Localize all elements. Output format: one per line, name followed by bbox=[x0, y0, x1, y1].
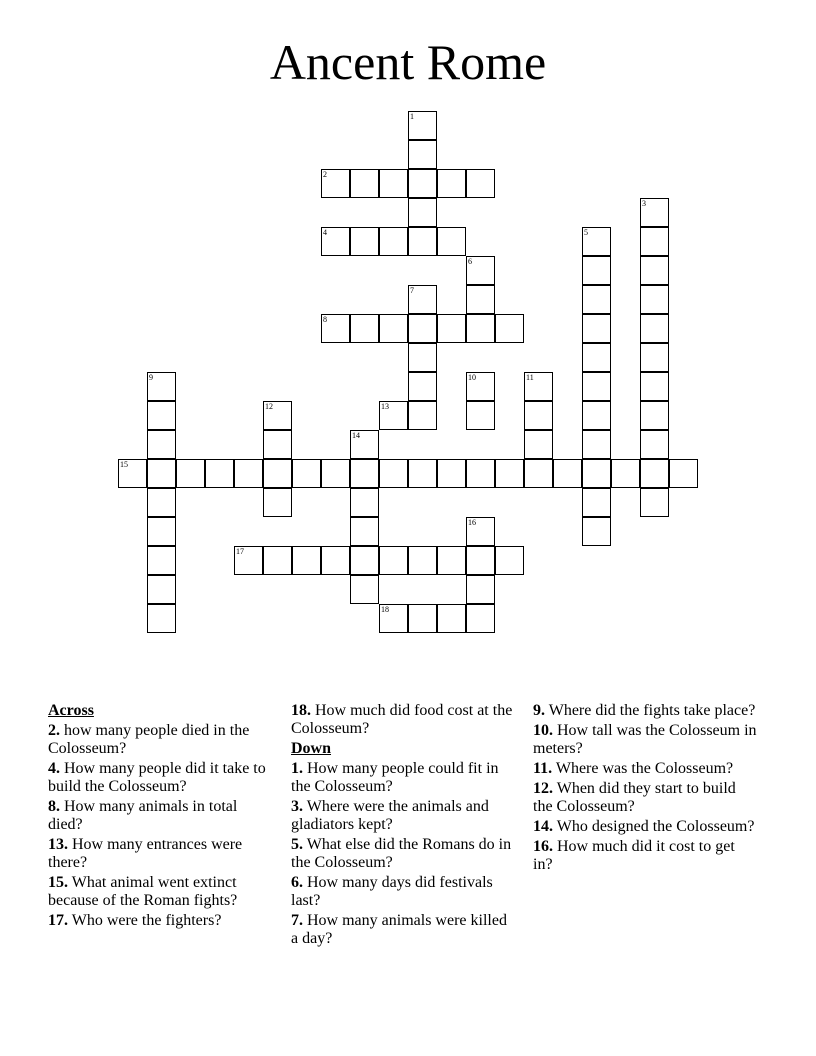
across-heading: Across bbox=[48, 702, 94, 719]
grid-cell[interactable] bbox=[147, 604, 176, 633]
clue-down-9: 9. Where did the fights take place? bbox=[533, 702, 756, 719]
grid-cell[interactable] bbox=[611, 459, 640, 488]
grid-cell[interactable] bbox=[466, 285, 495, 314]
grid-cell[interactable] bbox=[640, 488, 669, 517]
grid-cell[interactable] bbox=[408, 459, 437, 488]
grid-cell[interactable] bbox=[408, 169, 437, 198]
grid-cell[interactable] bbox=[640, 314, 669, 343]
grid-cell[interactable] bbox=[466, 575, 495, 604]
grid-cell[interactable] bbox=[669, 459, 698, 488]
grid-cell[interactable] bbox=[147, 401, 176, 430]
grid-cell[interactable] bbox=[640, 343, 669, 372]
grid-cell[interactable] bbox=[408, 343, 437, 372]
cell-number: 12 bbox=[265, 402, 273, 411]
cell-number: 18 bbox=[381, 605, 389, 614]
down-heading: Down bbox=[291, 740, 332, 757]
grid-cell[interactable] bbox=[234, 459, 263, 488]
grid-cell[interactable] bbox=[147, 517, 176, 546]
grid-cell[interactable] bbox=[466, 517, 495, 546]
grid-cell[interactable] bbox=[582, 372, 611, 401]
clue-column-1 bbox=[48, 702, 273, 932]
grid-cell[interactable] bbox=[350, 314, 379, 343]
cell-number: 15 bbox=[120, 460, 128, 469]
grid-cell[interactable] bbox=[408, 546, 437, 575]
grid-cell[interactable] bbox=[640, 459, 669, 488]
grid-cell[interactable] bbox=[263, 488, 292, 517]
cell-number: 9 bbox=[149, 373, 153, 382]
clue-across-4: 4. How many people did it take to build the Colosseum? bbox=[48, 760, 266, 795]
grid-cell[interactable] bbox=[408, 314, 437, 343]
cell-number: 4 bbox=[323, 228, 327, 237]
grid-cell[interactable] bbox=[350, 169, 379, 198]
cell-number: 11 bbox=[526, 373, 534, 382]
grid-cell[interactable] bbox=[321, 314, 350, 343]
clue-down-7: 7. How many animals were killed a day? bbox=[291, 912, 507, 947]
grid-cell[interactable] bbox=[379, 169, 408, 198]
grid-cell[interactable] bbox=[292, 459, 321, 488]
grid-cell[interactable] bbox=[350, 430, 379, 459]
grid-cell[interactable] bbox=[147, 488, 176, 517]
grid-cell[interactable] bbox=[437, 604, 466, 633]
cell-number: 6 bbox=[468, 257, 472, 266]
clue-down-5: 5. What else did the Romans do in the Colosseum? bbox=[291, 836, 512, 871]
grid-cell[interactable] bbox=[379, 604, 408, 633]
grid-cell[interactable] bbox=[321, 459, 350, 488]
cell-number: 14 bbox=[352, 431, 360, 440]
grid-cell[interactable] bbox=[524, 430, 553, 459]
grid-cell[interactable] bbox=[350, 517, 379, 546]
grid-cell[interactable] bbox=[350, 227, 379, 256]
grid-cell[interactable] bbox=[321, 169, 350, 198]
grid-cell[interactable] bbox=[582, 459, 611, 488]
clue-across-15: 15. What animal went extinct because of the Roman fights? bbox=[48, 874, 238, 909]
grid-cell[interactable] bbox=[640, 285, 669, 314]
grid-cell[interactable] bbox=[524, 459, 553, 488]
cell-number: 10 bbox=[468, 373, 476, 382]
cell-number: 17 bbox=[236, 547, 244, 556]
grid-cell[interactable] bbox=[524, 401, 553, 430]
grid-cell[interactable] bbox=[263, 459, 292, 488]
clue-across-18: 18. How much did food cost at the Colosseum? bbox=[291, 702, 513, 737]
grid-cell[interactable] bbox=[263, 430, 292, 459]
grid-cell[interactable] bbox=[582, 488, 611, 517]
clue-down-16: 16. How much did it cost to get in? bbox=[533, 838, 735, 873]
clue-column-2 bbox=[291, 702, 516, 950]
clue-down-3: 3. Where were the animals and gladiators kept? bbox=[291, 798, 489, 833]
grid-cell[interactable] bbox=[466, 546, 495, 575]
cell-number: 1 bbox=[410, 112, 414, 121]
grid-cell[interactable] bbox=[582, 343, 611, 372]
grid-cell[interactable] bbox=[379, 401, 408, 430]
grid-cell[interactable] bbox=[321, 546, 350, 575]
cell-number: 3 bbox=[642, 199, 646, 208]
cell-number: 7 bbox=[410, 286, 414, 295]
grid-cell[interactable] bbox=[466, 401, 495, 430]
grid-cell[interactable] bbox=[640, 401, 669, 430]
grid-cell[interactable] bbox=[582, 430, 611, 459]
page-title: Ancent Rome bbox=[269, 34, 547, 90]
clue-across-8: 8. How many animals in total died? bbox=[48, 798, 238, 833]
grid-cell[interactable] bbox=[582, 256, 611, 285]
grid-cell[interactable] bbox=[640, 198, 669, 227]
grid-cell[interactable] bbox=[640, 430, 669, 459]
grid-cell[interactable] bbox=[640, 256, 669, 285]
grid-cell[interactable] bbox=[408, 140, 437, 169]
grid-cell[interactable] bbox=[640, 227, 669, 256]
grid-cell[interactable] bbox=[205, 459, 234, 488]
clue-down-12: 12. When did they start to build the Colosseum? bbox=[533, 780, 736, 815]
grid-cell[interactable] bbox=[147, 372, 176, 401]
clue-down-10: 10. How tall was the Colosseum in meters? bbox=[533, 722, 757, 757]
clue-across-13: 13. How many entrances were there? bbox=[48, 836, 243, 871]
grid-cell[interactable] bbox=[495, 546, 524, 575]
grid-cell[interactable] bbox=[582, 285, 611, 314]
grid-cell[interactable] bbox=[408, 285, 437, 314]
grid-cell[interactable] bbox=[234, 546, 263, 575]
grid-cell[interactable] bbox=[147, 546, 176, 575]
grid-cell[interactable] bbox=[466, 604, 495, 633]
grid-cell[interactable] bbox=[582, 517, 611, 546]
grid-cell[interactable] bbox=[408, 198, 437, 227]
grid-cell[interactable] bbox=[640, 372, 669, 401]
grid-cell[interactable] bbox=[408, 227, 437, 256]
grid-cell[interactable] bbox=[321, 227, 350, 256]
grid-cell[interactable] bbox=[495, 459, 524, 488]
grid-cell[interactable] bbox=[147, 430, 176, 459]
clue-across-2: 2. how many people died in the Colosseum? bbox=[48, 722, 250, 757]
grid-cell[interactable] bbox=[379, 227, 408, 256]
grid-cell[interactable] bbox=[118, 459, 147, 488]
grid-cell[interactable] bbox=[408, 111, 437, 140]
cell-number: 16 bbox=[468, 518, 476, 527]
grid-cell[interactable] bbox=[582, 314, 611, 343]
grid-cell[interactable] bbox=[379, 546, 408, 575]
grid-cell[interactable] bbox=[553, 459, 582, 488]
grid-cell[interactable] bbox=[466, 256, 495, 285]
clue-down-1: 1. How many people could fit in the Colosseum? bbox=[291, 760, 499, 795]
grid-cell[interactable] bbox=[466, 314, 495, 343]
clue-column-3 bbox=[533, 702, 758, 876]
cell-number: 8 bbox=[323, 315, 327, 324]
grid-cell[interactable] bbox=[495, 314, 524, 343]
grid-cell[interactable] bbox=[350, 488, 379, 517]
grid-cell[interactable] bbox=[437, 546, 466, 575]
grid-cell[interactable] bbox=[379, 459, 408, 488]
grid-cell[interactable] bbox=[582, 227, 611, 256]
clue-down-14: 14. Who designed the Colosseum? bbox=[533, 818, 755, 835]
grid-cell[interactable] bbox=[379, 314, 408, 343]
grid-cell[interactable] bbox=[437, 459, 466, 488]
grid-cell[interactable] bbox=[408, 372, 437, 401]
grid-cell[interactable] bbox=[466, 459, 495, 488]
cell-number: 13 bbox=[381, 402, 389, 411]
grid-cell[interactable] bbox=[147, 575, 176, 604]
grid-cell[interactable] bbox=[437, 169, 466, 198]
clue-down-6: 6. How many days did festivals last? bbox=[291, 874, 493, 909]
grid-cell[interactable] bbox=[466, 372, 495, 401]
grid-cell[interactable] bbox=[437, 227, 466, 256]
grid-cell[interactable] bbox=[408, 401, 437, 430]
grid-cell[interactable] bbox=[408, 604, 437, 633]
grid-cell[interactable] bbox=[263, 401, 292, 430]
grid-cell[interactable] bbox=[292, 546, 321, 575]
grid-cell[interactable] bbox=[524, 372, 553, 401]
grid-cell[interactable] bbox=[466, 169, 495, 198]
grid-cell[interactable] bbox=[437, 314, 466, 343]
cell-number: 2 bbox=[323, 170, 327, 179]
clue-across-17: 17. Who were the fighters? bbox=[48, 912, 222, 929]
grid-cell[interactable] bbox=[350, 546, 379, 575]
grid-cell[interactable] bbox=[350, 459, 379, 488]
grid-cell[interactable] bbox=[582, 401, 611, 430]
clue-down-11: 11. Where was the Colosseum? bbox=[533, 760, 734, 777]
grid-cell[interactable] bbox=[147, 459, 176, 488]
cell-number: 5 bbox=[584, 228, 588, 237]
grid-cell[interactable] bbox=[263, 546, 292, 575]
grid-cell[interactable] bbox=[176, 459, 205, 488]
grid-cell[interactable] bbox=[350, 575, 379, 604]
